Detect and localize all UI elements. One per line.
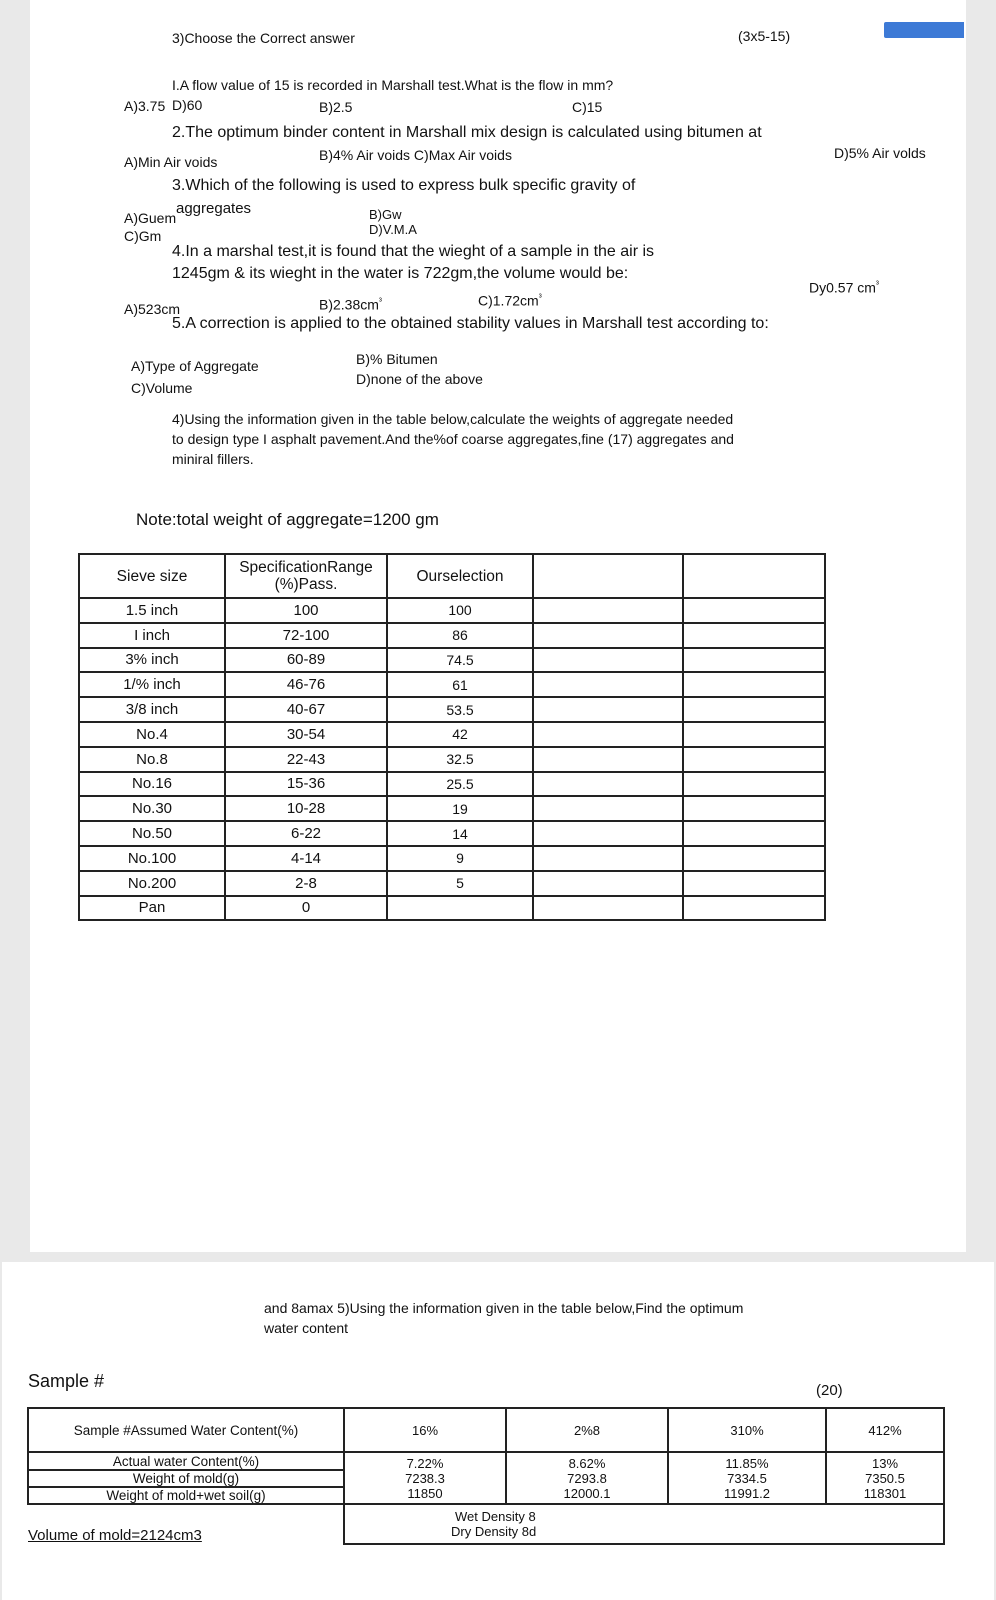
our-selection-cell: 14 [387, 821, 533, 846]
sieve-size-cell: 3/8 inch [79, 697, 225, 722]
empty-header-cell [533, 554, 683, 598]
q5-option-b: B)% Bitumen [356, 351, 438, 367]
q2-option-d: D)5% Air volds [834, 145, 926, 161]
empty-cell [683, 747, 825, 772]
section4-line3: miniral fillers. [172, 451, 254, 467]
sieve-row [79, 672, 825, 697]
q1-question: I.A flow value of 15 is recorded in Marshall test.What is the flow in mm? [172, 77, 614, 93]
q3-option-d: D)V.M.A [369, 222, 417, 237]
q5-option-a: A)Type of Aggregate [131, 358, 259, 374]
our-selection-cell: 19 [387, 796, 533, 821]
empty-cell [683, 598, 825, 623]
sample-label: Sample # [28, 1371, 105, 1391]
empty-cell [683, 722, 825, 747]
q4-option-d: Dy0.57 $cm^{^3}$ [809, 279, 879, 296]
empty-cell [683, 846, 825, 871]
our-selection-cell: 25.5 [387, 772, 533, 797]
sieve-size-cell: No.4 [79, 722, 225, 747]
q2-option-bc: B)4% Air voids C)Max Air voids [319, 147, 512, 163]
sieve-size-cell: No.200 [79, 871, 225, 896]
q4-option-c: $C)1.72cm^{^3}$ [478, 292, 542, 309]
empty-cell [533, 722, 683, 747]
section4-note: Note:total weight of aggregate=1200 gm [136, 510, 439, 529]
empty-cell [533, 648, 683, 673]
row-labels-cell: Actual water Content(%) Weight of mold(g) Weight of mold+wet soil(g) [28, 1452, 344, 1504]
our-selection-cell [387, 896, 533, 921]
assumed-col-1: 16% [344, 1408, 506, 1452]
empty-cell [683, 623, 825, 648]
sieve-size-cell: 1/% inch [79, 672, 225, 697]
section4-line2: to design type I asphalt pavement.And the%of coarse aggregates,fine (17) aggregates and [172, 431, 734, 447]
empty-cell [683, 648, 825, 673]
spec-range-cell: 30-54 [225, 722, 387, 747]
sieve-size-cell: No.50 [79, 821, 225, 846]
sieve-row [79, 747, 825, 772]
sieve-size-cell: No.100 [79, 846, 225, 871]
sieve-size-cell: No.16 [79, 772, 225, 797]
empty-cell [533, 796, 683, 821]
our-selection-cell: 53.5 [387, 697, 533, 722]
q5-option-d: D)none of the above [356, 371, 483, 387]
empty-cell [683, 821, 825, 846]
q3-option-b: B)Gw [369, 207, 402, 222]
values-col-4: 13% 7350.5 118301 [826, 1452, 944, 1504]
spec-range-cell: 6-22 [225, 821, 387, 846]
sieve-table [78, 553, 826, 921]
values-col-2: 8.62% 7293.8 12000.1 [506, 1452, 668, 1504]
density-cell: Wet Density 8 Dry Density 8d [344, 1504, 944, 1544]
q3-question: 3.Which of the following is used to express bulk specific gravity of [172, 177, 636, 194]
spec-range-cell: 40-67 [225, 697, 387, 722]
q1-option-b: B)2.5 [319, 99, 353, 115]
empty-cell [533, 697, 683, 722]
sieve-size-header: Sieve size [79, 554, 225, 598]
empty-cell [683, 871, 825, 896]
sieve-row [79, 623, 825, 648]
q4-question-line2: 1245gm & its wieght in the water is 722gm,the volume would be: [172, 265, 629, 282]
our-selection-cell: 5 [387, 871, 533, 896]
section4-line1: 4)Using the information given in the table below,calculate the weights of aggregate needed [172, 411, 734, 427]
values-col-1: 7.22% 7238.3 11850 [344, 1452, 506, 1504]
empty-cell [683, 772, 825, 797]
spec-range-cell: 0 [225, 896, 387, 921]
sieve-size-cell: 3% inch [79, 648, 225, 673]
our-selection-header: Ourselection [387, 554, 533, 598]
q2-option-a: A)Min Air voids [124, 154, 218, 170]
assumed-col-2: 2%8 [506, 1408, 668, 1452]
values-col-3: 11.85% 7334.5 11991.2 [668, 1452, 826, 1504]
spec-range-cell: 60-89 [225, 648, 387, 673]
empty-cell [533, 747, 683, 772]
sieve-size-cell: No.8 [79, 747, 225, 772]
q2-question: 2.The optimum binder content in Marshall mix design is calculated using bitumen at [172, 124, 762, 141]
q4-option-a: A)523cm [124, 301, 181, 317]
empty-cell [683, 697, 825, 722]
q1-option-a: A)3.75 [124, 98, 166, 114]
sieve-row [79, 796, 825, 821]
volume-of-mold-cell: Volume of mold=2124cm3 [28, 1504, 344, 1544]
our-selection-cell: 42 [387, 722, 533, 747]
empty-cell [533, 772, 683, 797]
sieve-row [79, 896, 825, 921]
section3-title: 3)Choose the Correct answer [172, 30, 355, 46]
empty-cell [533, 896, 683, 921]
our-selection-cell: 74.5 [387, 648, 533, 673]
sieve-row [79, 846, 825, 871]
q3-option-c: C)Gm [124, 228, 162, 244]
sieve-row [79, 871, 825, 896]
assumed-col-4: 412% [826, 1408, 944, 1452]
sieve-size-cell: 1.5 inch [79, 598, 225, 623]
sieve-row [79, 722, 825, 747]
sieve-row [79, 697, 825, 722]
section5-line2: water content [264, 1320, 349, 1336]
blue-tab-marker [884, 22, 964, 38]
sieve-row [79, 598, 825, 623]
our-selection-cell: 32.5 [387, 747, 533, 772]
empty-cell [683, 796, 825, 821]
spec-range-cell: 10-28 [225, 796, 387, 821]
q4-question-line1: 4.In a marshal test,it is found that the wieght of a sample in the air is [172, 243, 655, 260]
water-content-table [27, 1407, 945, 1545]
spec-range-cell: 100 [225, 598, 387, 623]
empty-header-cell [683, 554, 825, 598]
spec-range-header: SpecificationRange (%)Pass. [225, 554, 387, 598]
empty-cell [533, 623, 683, 648]
empty-cell [683, 896, 825, 921]
q4-option-b: $B)2.38cm^{^3}$ [319, 296, 382, 313]
spec-range-cell: 15-36 [225, 772, 387, 797]
q5-option-c: C)Volume [131, 380, 193, 396]
our-selection-cell: 9 [387, 846, 533, 871]
empty-cell [533, 871, 683, 896]
our-selection-cell: 61 [387, 672, 533, 697]
spec-range-cell: 72-100 [225, 623, 387, 648]
section5-marks: (20) [816, 1382, 843, 1399]
sieve-size-cell: Pan [79, 896, 225, 921]
q5-question: 5.A correction is applied to the obtained stability values in Marshall test according to: [172, 315, 769, 332]
section3-marks: (3x5-15) [738, 28, 791, 44]
sieve-row [79, 772, 825, 797]
sieve-size-cell: No.30 [79, 796, 225, 821]
our-selection-cell: 86 [387, 623, 533, 648]
our-selection-cell: 100 [387, 598, 533, 623]
empty-cell [533, 672, 683, 697]
q1-option-d: D)60 [172, 97, 203, 113]
spec-range-cell: 4-14 [225, 846, 387, 871]
sieve-size-cell: I inch [79, 623, 225, 648]
q3-aggregates-word: aggregates [176, 200, 252, 217]
assumed-col-3: 310% [668, 1408, 826, 1452]
sieve-row [79, 648, 825, 673]
spec-range-cell: 22-43 [225, 747, 387, 772]
sieve-row [79, 821, 825, 846]
q3-option-a: A)Guem [124, 210, 177, 226]
q1-option-c: C)15 [572, 99, 603, 115]
empty-cell [683, 672, 825, 697]
spec-range-cell: 2-8 [225, 871, 387, 896]
section5-line1: and 8amax 5)Using the information given in the table below,Find the optimum [264, 1300, 744, 1316]
empty-cell [533, 846, 683, 871]
assumed-water-header: Sample #Assumed Water Content(%) [28, 1408, 344, 1452]
empty-cell [533, 821, 683, 846]
empty-cell [533, 598, 683, 623]
spec-range-cell: 46-76 [225, 672, 387, 697]
